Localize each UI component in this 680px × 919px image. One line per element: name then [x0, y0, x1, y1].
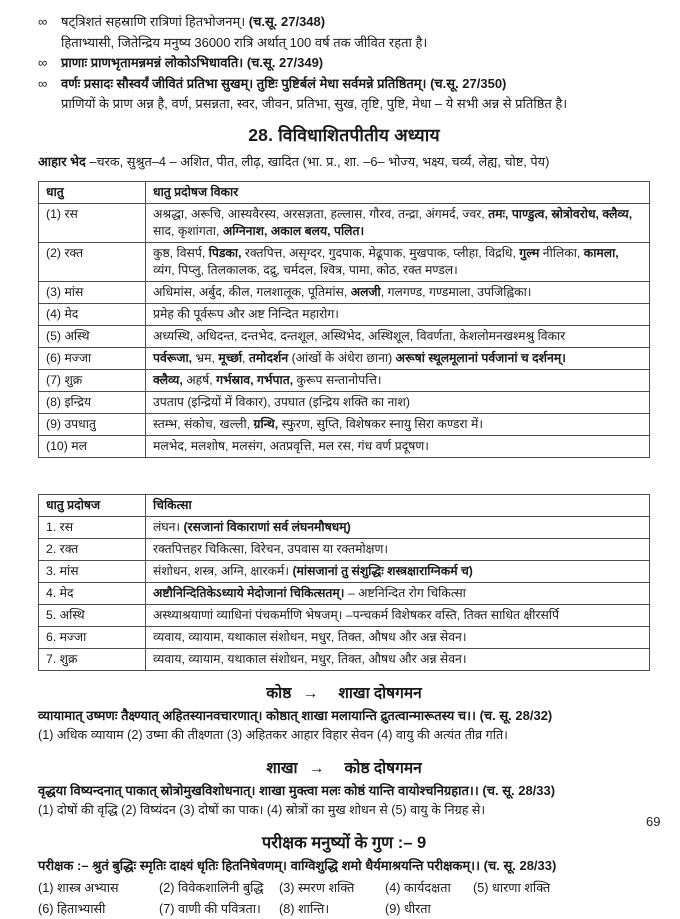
- vikara-cell: उपताप (इन्द्रियों में विकार), उपघात (इन्द्रिय शक्ति का नाश): [146, 391, 650, 413]
- table-row: [39, 648, 650, 670]
- shloka-text: षट्त्रिशतं सहस्राणि रात्रिणां हितभोजनम्। (च.सू. 27/348): [61, 12, 650, 33]
- column-header-chikitsa: चिकित्सा: [146, 494, 650, 516]
- vikara-cell: क्लैव्य, अहर्ष, गर्भस्राव, गर्भपात, कुरूप सन्तानोपत्ति।: [146, 369, 650, 391]
- page-number: 69: [646, 814, 660, 829]
- dhatu-cell: 4. मेद: [39, 582, 146, 604]
- dhatu-cell: (8) इन्द्रिय: [39, 391, 146, 413]
- dhatu-cell: (10) मल: [39, 435, 146, 457]
- dhatu-cell: (2) रक्त: [39, 242, 146, 281]
- table-row: [39, 538, 650, 560]
- shloka-line: [38, 53, 650, 74]
- table-row: [39, 604, 650, 626]
- chikitsa-cell: अष्टौनिन्दितिकेऽध्याये मेदोजानां चिकित्सतम्। – अष्टनिन्दित रोग चिकित्सा: [146, 582, 650, 604]
- chapter-title: 28. विविधाशितपीतीय अध्याय: [38, 123, 650, 147]
- dhatu-cell: 3. मांस: [39, 560, 146, 582]
- right-arrow-icon: →: [309, 760, 325, 778]
- quality-item: (6) हिताभ्यासी: [38, 899, 159, 919]
- table-row: [39, 303, 650, 325]
- pariikshak-qualities-grid: [38, 878, 650, 919]
- table-row: [39, 369, 650, 391]
- dhatu-cell: 5. अस्थि: [39, 604, 146, 626]
- dhatu-cell: 7. शुक्र: [39, 648, 146, 670]
- vikara-cell: पर्वरूजा, भ्रम, मूर्च्छा, तमोदर्शन (आंखों के अंधेरा छाना) अरूषां स्थूलमूलानां पर्वजानां च दर्शनम्।: [146, 347, 650, 369]
- heading-right: कोष्ठ दोषगमन: [345, 756, 422, 778]
- table-row: [39, 626, 650, 648]
- shloka-line: परीक्षक :– श्रुतं बुद्धिः स्मृतिः दाक्ष्यं धृतिः हितनिषेवणम्। वाग्विशुद्धि शमो धैर्यमाश्रयन्ति परीक्षकम्।। (च. सू. 28/33): [38, 856, 650, 876]
- ahara-bhed-line: आहार भेद –चरक, सुश्रुत–4 – अशित, पीत, लीढ़, खादित (भा. प्र., शा. –6– भोज्य, भक्ष्य, चर्व्य, लेह्य, चोष्ट, पेय): [38, 152, 650, 171]
- dhatu-cell: (9) उपधातु: [39, 413, 146, 435]
- shloka-text: वर्णः प्रसादः सौस्वर्यं जीवितं प्रतिभा सुखम्। तुष्टिः पुष्टिर्बलं मेधा सर्वमन्ने प्रतिष्ठितम्। (च.सू. 27/350): [61, 74, 650, 95]
- quality-item: (7) वाणी की पवित्रता।: [159, 899, 279, 919]
- quality-item: (3) स्मरण शक्ति: [279, 878, 385, 899]
- dhatu-cell: 6. मज्जा: [39, 626, 146, 648]
- shloka-line: [38, 74, 650, 95]
- chikitsa-cell: रक्तपित्तहर चिकित्सा, विरेचन, उपवास या रक्तमोक्षण।: [146, 538, 650, 560]
- dhatu-pradoshaja-vikara-table: [38, 181, 650, 458]
- vikara-cell: अध्यस्थि, अधिदन्त, दन्तभेद, दन्तशूल, अस्थिभेद, अस्थिशूल, विवर्णता, केशलोमनखश्मश्रु विकार: [146, 325, 650, 347]
- quality-item: (8) शान्ति।: [279, 899, 385, 919]
- table-row: [39, 325, 650, 347]
- translation-text: प्राणियों के प्राण अन्न है, वर्ण, प्रसन्नता, स्वर, जीवन, प्रतिभा, सुख, तृष्टि, पुष्टि, मेधा – ये सभी अन्न से प्रतिष्ठित है।: [61, 94, 650, 115]
- shloka-line: [38, 12, 650, 33]
- table-row: [39, 242, 650, 281]
- table-header-row: [39, 494, 650, 516]
- translation-text: हिताभ्यासी, जितेन्द्रिय मनुष्य 36000 रात्रि अर्थात् 100 वर्ष तक जीवित रहता है।: [61, 33, 650, 54]
- table-row: [39, 582, 650, 604]
- table-header-row: [39, 181, 650, 203]
- table-row: [39, 560, 650, 582]
- dhatu-cell: 1. रस: [39, 516, 146, 538]
- points-line: (1) अधिक व्यायाम (2) उष्मा की तीक्ष्णता (3) अहितकर आहार विहार सेवन (4) वायु की अत्यंत तीव्र गति।: [38, 726, 650, 746]
- chikitsa-cell: लंघन। (रसजानां विकाराणां सर्व लंघनमौषधम्): [146, 516, 650, 538]
- vikara-cell: प्रमेह की पूर्वरूप और अष्ट निन्दित महारोग।: [146, 303, 650, 325]
- infinity-bullet-icon: ∞: [38, 74, 61, 95]
- table-row: [39, 391, 650, 413]
- heading-left: कोष्ठ: [266, 681, 291, 703]
- infinity-bullet-icon: ∞: [38, 12, 61, 33]
- vikara-cell: अधिमांस, अर्बुद, कील, गलशालूक, पूतिमांस, अलजी, गलगण्ड, गण्डमाला, उपजिह्विका।: [146, 281, 650, 303]
- quality-item: (5) धारणा शक्ति: [473, 878, 650, 899]
- quality-item: (4) कार्यदक्षता: [385, 878, 473, 899]
- heading-left: शाखा: [266, 756, 297, 778]
- vikara-cell: स्तम्भ, संकोच, खल्ली, ग्रन्थि, स्फुरण, सुप्ति, विशेषकर स्नायु सिरा कण्डरा में।: [146, 413, 650, 435]
- column-header-vikara: धातु प्रदोषज विकार: [146, 181, 650, 203]
- pariikshak-guna-heading: परीक्षक मनुष्यों के गुण :– 9: [38, 830, 650, 853]
- table-row: [39, 203, 650, 242]
- table-row: [39, 347, 650, 369]
- dhatu-cell: (5) अस्थि: [39, 325, 146, 347]
- quality-item: (9) धीरता: [385, 899, 473, 919]
- right-arrow-icon: →: [302, 685, 318, 703]
- dhatu-cell: (1) रस: [39, 203, 146, 242]
- table-row: [39, 435, 650, 457]
- dhatu-pradoshaja-chikitsa-table: [38, 494, 650, 671]
- chikitsa-cell: अस्थ्याश्रयाणां व्याधिनां पंचकर्माणि भेषजम्। –पन्चकर्म विशेषकर वस्ति, तिक्त साधित क्षीरसर्पि: [146, 604, 650, 626]
- dhatu-cell: (6) मज्जा: [39, 347, 146, 369]
- shloka-line: व्यायामात् उष्मणः तैक्ष्ण्यात् अहितस्यानवचारणात्। कोष्ठात् शाखा मलायान्ति द्रुतत्वान्मारूतस्य च।। (च. सू. 28/32): [38, 706, 650, 726]
- heading-right: शाखा दोषगमन: [338, 681, 421, 703]
- points-line: (1) दोषों की वृद्धि (2) विष्यंदन (3) दोषों का पाक। (4) स्रोत्रों का मुख शोधन से (5) वायु के निग्रह से।: [38, 801, 650, 821]
- dhatu-cell: (7) शुक्र: [39, 369, 146, 391]
- dhatu-cell: 2. रक्त: [39, 538, 146, 560]
- chikitsa-cell: संशोधन, शस्त्र, अग्नि, क्षारकर्म। (मांसजानां तु संशुद्धिः शस्त्रक्षाराग्निकर्म च): [146, 560, 650, 582]
- vikara-cell: कुष्ठ, विसर्प, पिडका, रक्तपित्त, असृग्दर, गुदपाक, मेढूपाक, मुखपाक, प्लीहा, विद्रधि, गुल्म नीलिका, कामला, व्यंग, पिप्लु, तिलकालक, दद्रु, चर्मदल, श्वित्र, पामा, कोठ, रक्त मण्डल।: [146, 242, 650, 281]
- shloka-translation-line: [38, 94, 650, 115]
- column-header-dhatu: धातु: [39, 181, 146, 203]
- dhatu-cell: (4) मेद: [39, 303, 146, 325]
- infinity-bullet-icon: ∞: [38, 53, 61, 74]
- intro-shlokas-block: [38, 12, 650, 115]
- shloka-translation-line: [38, 33, 650, 54]
- shloka-line: वृद्धया विष्यन्दनात् पाकात् स्रोत्रोमुखविशोधनात्। शाखा मुक्त्वा मलः कोष्ठं यान्ति वायोश्चनिग्रहात।। (च. सू. 28/33): [38, 781, 650, 801]
- chikitsa-cell: व्यवाय, व्यायाम, यथाकाल संशोधन, मधुर, तिक्त, औषध और अन्न सेवन।: [146, 626, 650, 648]
- section-heading-koshtha-to-shakha: [38, 681, 650, 703]
- column-header-dhatu-pradoshaja: धातु प्रदोषज: [39, 494, 146, 516]
- chikitsa-cell: व्यवाय, व्यायाम, यथाकाल संशोधन, मधुर, तिक्त, औषध और अन्न सेवन।: [146, 648, 650, 670]
- table-row: [39, 516, 650, 538]
- shloka-text: प्राणाः प्राणभृतामन्नमन्नं लोकोऽभिधावति। (च.सू. 27/349): [61, 53, 650, 74]
- quality-item: (2) विवेकशालिनी बुद्धि: [159, 878, 279, 899]
- indent-spacer: [38, 94, 61, 115]
- table-row: [39, 281, 650, 303]
- indent-spacer: [38, 33, 61, 54]
- vikara-cell: अश्रद्धा, अरूचि, आस्यवैरस्य, अरसज्ञता, हल्लास, गौरव, तन्द्रा, अंगमर्द, ज्वर, तमः, पाण्डुत्व, स्रोत्रोवरोध, क्लैव्य, साद, कृशांगता, अग्निनाश, अकाल बलय, पलित।: [146, 203, 650, 242]
- vikara-cell: मलभेद, मलशोष, मलसंग, अतप्रवृत्ति, मल रस, गंध वर्ण प्रदूषण।: [146, 435, 650, 457]
- quality-item: (1) शास्त्र अभ्यास: [38, 878, 159, 899]
- dhatu-cell: (3) मांस: [39, 281, 146, 303]
- table-row: [39, 413, 650, 435]
- section-heading-shakha-to-koshtha: [38, 756, 650, 778]
